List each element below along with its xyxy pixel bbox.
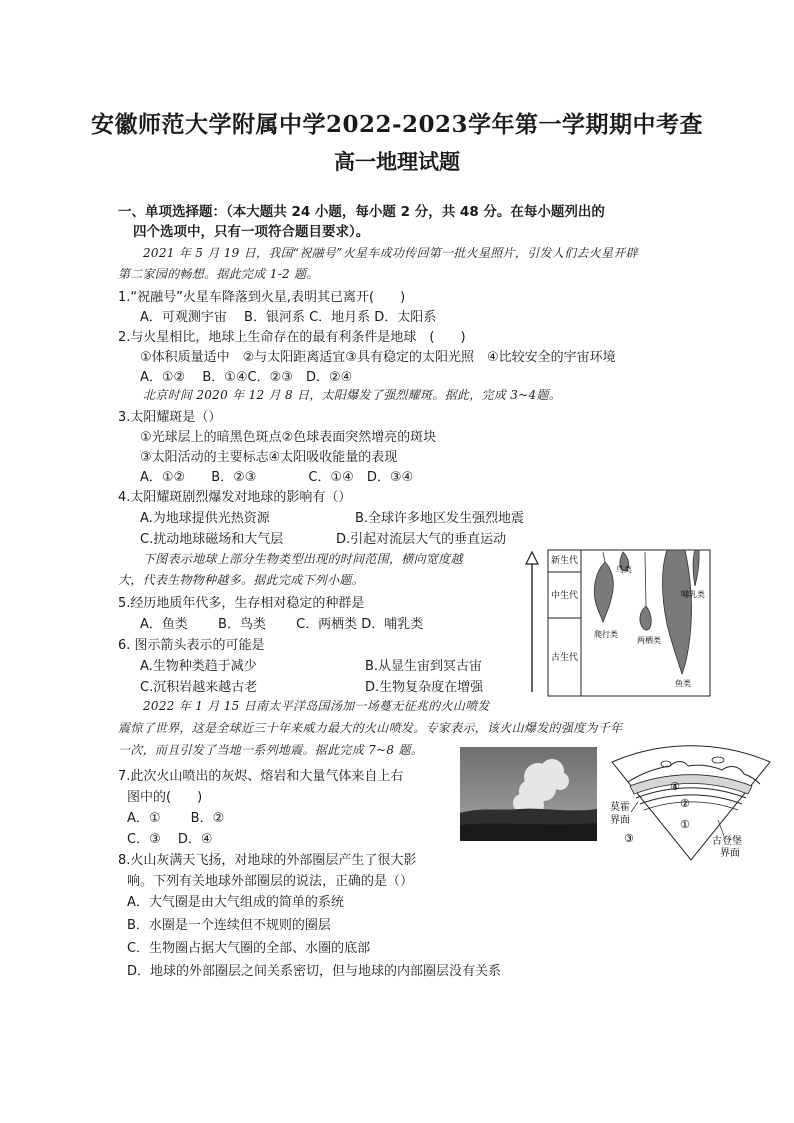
exam-title: 安徽师范大学附属中学2022-2023学年第一学期期中考查	[90, 111, 704, 138]
material-4-line-3: 一次，而且引发了当地一系列地震。据此完成 7~8 题。	[118, 743, 424, 757]
question-3-stem: 3.太阳耀斑是（）	[118, 410, 222, 425]
question-5-stem: 5.经历地质年代多，生存相对稳定的种群是	[118, 596, 365, 611]
material-4-line-2: 震惊了世界，这是全球近三十年来威力最大的火山喷发。专家表示，该火山爆发的强度为千年	[118, 721, 623, 735]
marker-4: ④	[670, 780, 680, 793]
question-4-option-b: B.全球许多地区发生强烈地震	[355, 511, 525, 526]
marker-2: ②	[680, 797, 690, 810]
question-8-option-a: A．大气圈是由大气组成的简单的系统	[127, 895, 344, 910]
question-6-option-a: A.生物种类趋于减少	[140, 659, 257, 674]
era-cenozoic: 新生代	[550, 556, 579, 566]
evolution-figure	[515, 546, 715, 698]
marker-3: ③	[624, 832, 634, 845]
marker-1: ①	[680, 818, 690, 831]
moho-label-line-1: 莫霍	[610, 802, 630, 813]
section-label: 一、单项选择题：	[118, 204, 226, 220]
question-4-option-a: A.为地球提供光热资源	[140, 511, 270, 526]
question-4-option-c: C.扰动地球磁场和大气层	[140, 532, 284, 547]
exam-subtitle: 高一地理试题	[334, 149, 460, 174]
gutenberg-label-line-1: 古登堡	[712, 836, 742, 847]
question-3-items-2: ③太阳活动的主要标志④太阳吸收能量的表现	[140, 450, 398, 465]
question-7-stem-2: 图中的( )	[127, 790, 203, 805]
amphibian-shape	[640, 552, 651, 630]
question-2-stem: 2.与火星相比，地球上生命存在的最有利条件是地球 ( )	[118, 330, 466, 345]
question-7-options-2: C．③ D．④	[127, 832, 213, 847]
section-instruction-1: （本大题共 24 小题，每小题 2 分，共 48 分。在每小题列出的	[226, 204, 605, 220]
material-1-line-2: 第二家园的畅想。据此完成 1-2 题。	[118, 267, 319, 281]
sector-outline	[612, 746, 770, 860]
moho-label-line-2: 界面	[610, 815, 630, 826]
label-fish: 鱼类	[675, 679, 691, 688]
question-1-stem: 1.“祝融号”火星车降落到火星,表明其已离开( )	[118, 290, 406, 305]
moho-leader	[631, 802, 638, 812]
earth-layer-figure	[600, 744, 782, 862]
question-6-option-d: D.生物复杂度在增强	[365, 680, 484, 695]
era-mesozoic: 中生代	[550, 591, 579, 601]
question-3-items-1: ①光球层上的暗黑色斑点②色球表面突然增亮的斑块	[140, 430, 437, 445]
question-8-stem-2: 响。下列有关地球外部圈层的说法，正确的是（）	[127, 874, 414, 889]
question-5-options: A．鱼类 B．鸟类 C．两栖类 D．哺乳类	[140, 617, 424, 632]
section-instruction-2: 四个选项中，只有一项符合题目要求）。	[133, 224, 370, 240]
material-3-line-2: 大，代表生物物种越多。据此完成下列小题。	[118, 573, 365, 587]
label-amphibians: 两栖类	[637, 636, 661, 645]
question-6-stem: 6. 图示箭头表示的可能是	[118, 638, 265, 653]
question-8-stem-1: 8.火山灰满天飞扬，对地球的外部圈层产生了很大影	[118, 853, 417, 868]
gutenberg-label-line-2: 界面	[720, 848, 740, 859]
label-birds: 鸟类	[616, 565, 632, 574]
question-8-option-b: B．水圈是一个连续但不规则的圈层	[127, 918, 331, 933]
label-mammals: 哺乳类	[681, 590, 705, 599]
reptile-shape	[594, 552, 613, 622]
question-2-options: A．①② B．①④C．②③ D．②④	[140, 370, 353, 385]
label-reptiles: 爬行类	[594, 630, 618, 639]
question-6-option-c: C.沉积岩越来越古老	[140, 680, 258, 695]
question-3-options: A．①② B．②③ C．①④ D．③④	[140, 470, 414, 485]
question-6-option-b: B.从显生宙到冥古宙	[365, 659, 483, 674]
material-1-line-1: 2021 年 5 月 19 日，我国“祝融号”火星车成功传回第一批火星照片，引发人们去火星开辟	[143, 246, 638, 260]
question-8-option-c: C．生物圈占据大气圈的全部、水圈的底部	[127, 941, 371, 956]
material-3-line-1: 下图表示地球上部分生物类型出现的时间范围，横向宽度越	[143, 552, 463, 566]
question-7-options-1: A．① B．②	[127, 811, 225, 826]
material-2-line-1: 北京时间 2020 年 12 月 8 日，太阳爆发了强烈耀斑。据此，完成 3~4题。	[143, 388, 562, 402]
question-1-options: A．可观测宇宙 B．银河系 C．地月系 D．太阳系	[140, 310, 437, 325]
fish-shape	[663, 550, 692, 674]
question-8-option-d: D．地球的外部圈层之间关系密切，但与地球的内部圈层没有关系	[127, 964, 502, 979]
era-paleozoic: 古生代	[550, 653, 579, 663]
question-4-stem: 4.太阳耀斑剧烈爆发对地球的影响有（）	[118, 490, 352, 505]
section-heading	[118, 200, 605, 220]
question-7-stem-1: 7.此次火山喷出的灰烬、熔岩和大量气体来自上右	[118, 769, 404, 784]
material-4-line-1: 2022 年 1 月 15 日南太平洋岛国汤加一场蔓无征兆的火山喷发	[143, 699, 490, 713]
question-2-items: ①体积质量适中 ②与太阳距离适宜③具有稳定的太阳光照 ④比较安全的宇宙环境	[140, 350, 616, 365]
question-4-option-d: D.引起对流层大气的垂直运动	[336, 532, 507, 547]
time-arrow-head	[526, 552, 538, 564]
photo-foreground	[460, 823, 597, 841]
mammal-shape	[693, 550, 699, 586]
volcano-photo	[460, 747, 597, 841]
